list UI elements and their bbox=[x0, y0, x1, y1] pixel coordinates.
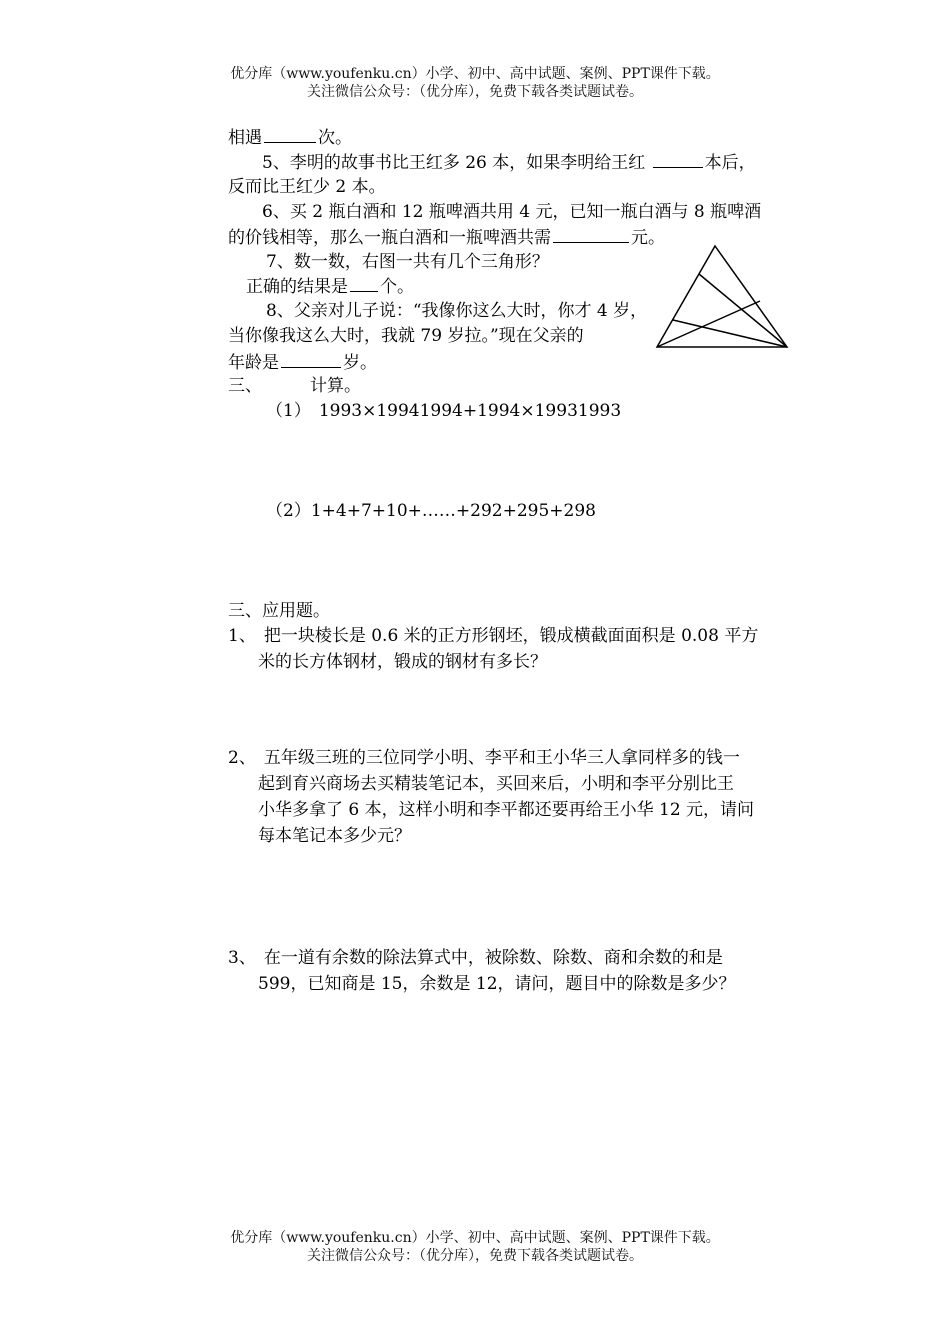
q7-after: 个。 bbox=[380, 277, 414, 297]
q6-text: 的价钱相等，那么一瓶白酒和一瓶啤酒共需 bbox=[228, 228, 551, 248]
q5-after: 本后， bbox=[704, 153, 756, 173]
app-q2-text: 五年级三班的三位同学小明、李平和王小华三人拿同样多的钱一 bbox=[263, 748, 740, 768]
q7-text: 正确的结果是 bbox=[246, 277, 348, 297]
page-footer-line-1: 优分库（www.youfenku.cn）小学、初中、高中试题、案例、PPT课件下载。 bbox=[230, 1230, 720, 1246]
app-q2-line-1 bbox=[228, 746, 740, 770]
answer-blank bbox=[350, 274, 378, 292]
q8-line-1: 8、父亲对儿子说：“我像你这么大时，你才 4 岁， bbox=[266, 301, 648, 321]
calc-heading-num: 三、 bbox=[228, 376, 262, 396]
app-q1-line-2: 米的长方体钢材，锻成的钢材有多长？ bbox=[258, 652, 547, 672]
app-q2-line-2: 起到育兴商场去买精装笔记本，买回来后，小明和李平分别比王 bbox=[258, 774, 734, 794]
q4-after: 次。 bbox=[318, 128, 352, 148]
q5-line-1 bbox=[262, 150, 756, 175]
calc-heading-text: 计算。 bbox=[310, 376, 361, 396]
q7-line-1: 7、数一数，右图一共有几个三角形？ bbox=[266, 252, 549, 272]
app-q2-line-4: 每本笔记本多少元？ bbox=[258, 826, 411, 846]
app-q3-text: 在一道有余数的除法算式中，被除数、除数、商和余数的和是 bbox=[263, 948, 723, 968]
calc-item-expr: 1+4+7+10+……+292+295+298 bbox=[310, 501, 596, 521]
calc-heading bbox=[228, 374, 361, 398]
page-header-line-2: 关注微信公众号：（优分库），免费下载各类试题试卷。 bbox=[307, 84, 643, 100]
app-q2-num: 2、 bbox=[228, 748, 256, 768]
application-heading: 三、应用题。 bbox=[228, 601, 330, 621]
q8-text: 年龄是 bbox=[228, 353, 279, 373]
calc-item-label: （2） bbox=[266, 501, 311, 521]
q6-line-1: 6、买 2 瓶白酒和 12 瓶啤酒共用 4 元，已知一瓶白酒与 8 瓶啤酒 bbox=[262, 202, 762, 222]
app-q1-num: 1、 bbox=[228, 626, 256, 646]
calc-item-2 bbox=[266, 499, 596, 523]
inner-line-3 bbox=[657, 301, 760, 347]
app-q2-line-3: 小华多拿了 6 本，这样小明和李平都还要再给王小华 12 元，请问 bbox=[258, 800, 755, 820]
answer-blank bbox=[281, 350, 341, 368]
q6-line-2 bbox=[228, 225, 665, 250]
q5-line-2: 反而比王红少 2 本。 bbox=[228, 177, 386, 197]
app-q1-text: 把一块棱长是 0.6 米的正方形钢坯，锻成横截面面积是 0.08 平方 bbox=[263, 626, 759, 646]
answer-blank bbox=[553, 225, 629, 243]
calc-item-expr: 1993×19941994+1994×19931993 bbox=[318, 401, 622, 421]
q4-tail bbox=[228, 125, 352, 150]
calc-item-label: （1） bbox=[266, 401, 311, 421]
calc-item-1 bbox=[266, 399, 621, 423]
answer-blank bbox=[653, 150, 703, 168]
q8-after: 岁。 bbox=[343, 353, 377, 373]
page-header-line-1: 优分库（www.youfenku.cn）小学、初中、高中试题、案例、PPT课件下载。 bbox=[230, 66, 720, 82]
app-q1-line-1 bbox=[228, 624, 758, 648]
page-footer-line-2: 关注微信公众号：（优分库），免费下载各类试题试卷。 bbox=[307, 1248, 643, 1264]
app-q3-line-2: 599，已知商是 15，余数是 12，请问，题目中的除数是多少？ bbox=[258, 974, 736, 994]
q4-before: 相遇 bbox=[228, 128, 262, 148]
triangle-figure bbox=[655, 243, 791, 351]
q8-line-2: 当你像我这么大时，我就 79 岁拉。”现在父亲的 bbox=[228, 326, 584, 346]
app-q3-num: 3、 bbox=[228, 948, 256, 968]
q5-text: 5、李明的故事书比王红多 26 本，如果李明给王红 bbox=[262, 153, 651, 173]
q7-line-2 bbox=[246, 274, 414, 299]
q8-line-3 bbox=[228, 350, 377, 375]
q6-after: 元。 bbox=[631, 228, 665, 248]
answer-blank bbox=[264, 125, 316, 143]
app-q3-line-1 bbox=[228, 946, 723, 970]
